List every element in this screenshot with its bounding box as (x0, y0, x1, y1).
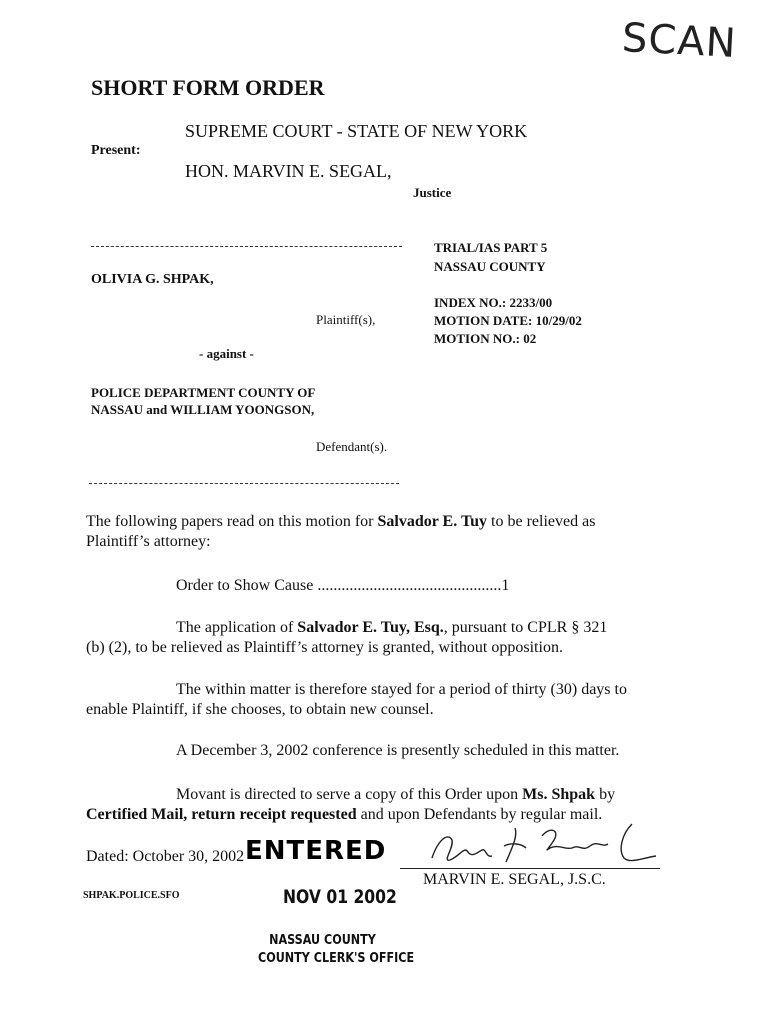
plaintiff-name: OLIVIA G. SHPAK, (91, 272, 214, 287)
judge-title: Justice (413, 185, 452, 200)
scan-mark: SCAN (620, 15, 738, 67)
text-run: by (595, 786, 616, 803)
text-run: Plaintiff’s attorney: (86, 533, 211, 550)
papers-read-paragraph (86, 512, 595, 552)
defendants-block (91, 384, 315, 418)
clerk-stamp-date: NOV 01 2002 (283, 886, 397, 908)
stay-paragraph (86, 680, 627, 720)
clerk-stamp-line: NASSAU COUNTY (269, 933, 376, 948)
dated-line: Dated: October 30, 2002 (86, 848, 245, 865)
text-run: The within matter is therefore stayed for a period of thirty (30) days to (176, 681, 627, 698)
signatory-name: MARVIN E. SEGAL, J.S.C. (423, 871, 606, 888)
part-block (434, 238, 547, 276)
judge-signature (420, 818, 660, 873)
plaintiff-role: Plaintiff(s), (316, 312, 376, 327)
motion-date: MOTION DATE: 10/29/02 (434, 313, 582, 328)
plaintiff-name-ref: Ms. Shpak (522, 786, 596, 803)
clerk-stamp-line: COUNTY CLERK'S OFFICE (258, 951, 415, 966)
index-block (434, 294, 582, 348)
text-run: (b) (2), to be relieved as Plaintiff’s attorney is granted, without opposition. (86, 639, 563, 656)
application-paragraph (86, 618, 607, 658)
clerk-stamp-office (258, 932, 415, 968)
attorney-name: Salvador E. Tuy, Esq. (297, 619, 444, 636)
motion-number: MOTION NO.: 02 (434, 331, 537, 346)
text-run: enable Plaintiff, if she chooses, to obtain new counsel. (86, 701, 434, 718)
text-run: Movant is directed to serve a copy of this Order upon (176, 786, 523, 803)
present-label: Present: (91, 143, 141, 158)
text-run: The following papers read on this motion for (86, 513, 378, 530)
attorney-name: Salvador E. Tuy (377, 513, 488, 530)
against-label: - against - (199, 346, 254, 361)
caption-top-divider (91, 246, 402, 247)
text-run: The application of (176, 619, 298, 636)
text-run: and upon Defendants by regular mail. (356, 806, 603, 823)
order-title: SHORT FORM ORDER (91, 75, 325, 100)
file-reference: SHPAK.POLICE.SFO (83, 890, 180, 901)
papers-list-item: Order to Show Cause ..............................................1 (176, 577, 510, 594)
defendant-line: POLICE DEPARTMENT COUNTY OF (91, 385, 316, 400)
caption-bottom-divider (89, 483, 399, 484)
county-line: NASSAU COUNTY (434, 259, 546, 274)
signature-line (400, 868, 660, 869)
judge-name: HON. MARVIN E. SEGAL, (185, 161, 392, 181)
index-number: INDEX NO.: 2233/00 (434, 295, 553, 310)
court-name: SUPREME COURT - STATE OF NEW YORK (185, 121, 528, 141)
text-run: , pursuant to CPLR § 321 (443, 619, 608, 636)
defendant-role: Defendant(s). (316, 439, 388, 454)
entered-stamp: ENTERED (245, 836, 387, 866)
part-line: TRIAL/IAS PART 5 (434, 240, 548, 255)
text-run: to be relieved as (487, 513, 596, 530)
defendant-line: NASSAU and WILLIAM YOONGSON, (91, 402, 315, 417)
service-method: Certified Mail, return receipt requested (86, 806, 357, 823)
conference-paragraph: A December 3, 2002 conference is presently scheduled in this matter. (176, 742, 620, 759)
